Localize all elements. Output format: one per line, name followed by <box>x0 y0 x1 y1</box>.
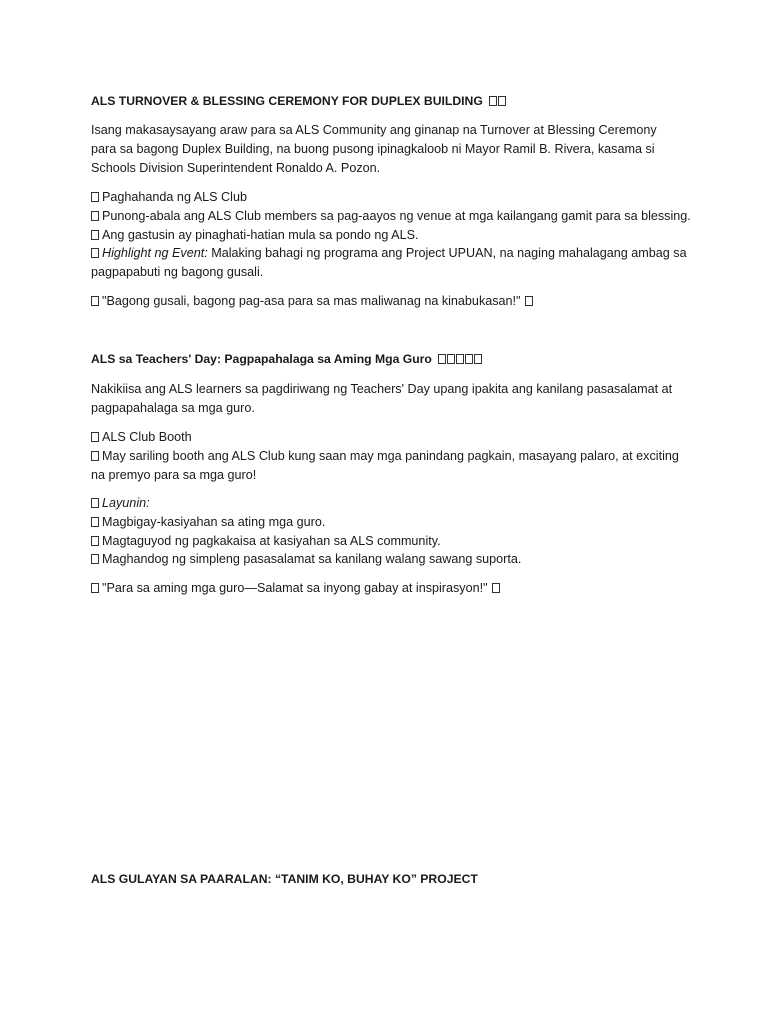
emoji-glyph-icon <box>91 498 99 508</box>
emoji-glyph-icon <box>91 536 99 546</box>
list-item: Magbigay-kasiyahan sa ating mga guro. <box>91 513 683 532</box>
emoji-glyph-icon <box>91 451 99 461</box>
list-item: ALS Club Booth <box>91 428 683 447</box>
list-item-continuation: na premyo para sa mga guro! <box>91 467 257 482</box>
list-item: Magtaguyod ng pagkakaisa at kasiyahan sa ALS community. <box>91 532 683 551</box>
emoji-glyph-icon <box>91 230 99 240</box>
list-item: Ang gastusin ay pinaghati-hatian mula sa pondo ng ALS. <box>91 226 683 245</box>
emoji-glyph-icon <box>489 96 497 106</box>
emoji-glyph-icon <box>447 354 455 364</box>
intro-paragraph: Nakikiisa ang ALS learners sa pagdiriwang ng Teachers' Day upang ipakita ang kanilang pasasalamat at pagpapahalaga sa mga guro. <box>91 382 673 415</box>
emoji-glyph-icon <box>91 517 99 527</box>
emoji-glyph-icon <box>91 296 99 306</box>
list-item: Punong-abala ang ALS Club members sa pag-aayos ng venue at mga kailangang gamit para sa blessing. <box>91 207 683 226</box>
booth-block <box>91 428 683 484</box>
emoji-glyph-icon <box>438 354 446 364</box>
emoji-glyph-icon <box>474 354 482 364</box>
emoji-glyph-icon <box>498 96 506 106</box>
emoji-glyph-icon <box>91 432 99 442</box>
list-item: May sariling booth ang ALS Club kung saan may mga panindang pagkain, masayang palaro, at exciting <box>91 447 683 466</box>
emoji-glyph-icon <box>91 248 99 258</box>
goals-label: Layunin: <box>91 494 683 513</box>
emoji-glyph-icon <box>456 354 464 364</box>
bullet-list-preparation <box>91 188 691 282</box>
section-title-gulayan: ALS GULAYAN SA PAARALAN: “TANIM KO, BUHAY KO” PROJECT <box>91 872 478 886</box>
intro-paragraph: Isang makasaysayang araw para sa ALS Community ang ginanap na Turnover at Blessing Ceremony para sa bagong Duplex Building, na buong pusong ipinagkaloob ni Mayor Ramil B. Rivera, kasama si Schools Division Superintendent Ronaldo A. Pozon. <box>91 123 657 175</box>
list-item: Paghahanda ng ALS Club <box>91 188 683 207</box>
quote-line: "Para sa aming mga guro—Salamat sa inyong gabay at inspirasyon!" <box>91 579 683 598</box>
emoji-glyph-icon <box>91 211 99 221</box>
section-title-teachers-day: ALS sa Teachers' Day: Pagpapahalaga sa Aming Mga Guro <box>91 352 483 366</box>
list-item-continuation: pagpapabuti ng bagong gusali. <box>91 265 264 280</box>
emoji-glyph-icon <box>492 583 500 593</box>
emoji-glyph-icon <box>465 354 473 364</box>
section-title-turnover: ALS TURNOVER & BLESSING CEREMONY FOR DUPLEX BUILDING <box>91 94 507 108</box>
emoji-glyph-icon <box>91 554 99 564</box>
goals-block <box>91 494 683 569</box>
list-item-highlight: Highlight ng Event: Malaking bahagi ng programa ang Project UPUAN, na naging mahalagang ambag sa <box>91 244 683 263</box>
emoji-glyph-icon <box>91 583 99 593</box>
quote-line: "Bagong gusali, bagong pag-asa para sa mas maliwanag na kinabukasan!" <box>91 292 683 311</box>
emoji-glyph-icon <box>91 192 99 202</box>
list-item: Maghandog ng simpleng pasasalamat sa kanilang walang sawang suporta. <box>91 550 683 569</box>
emoji-glyph-icon <box>525 296 533 306</box>
